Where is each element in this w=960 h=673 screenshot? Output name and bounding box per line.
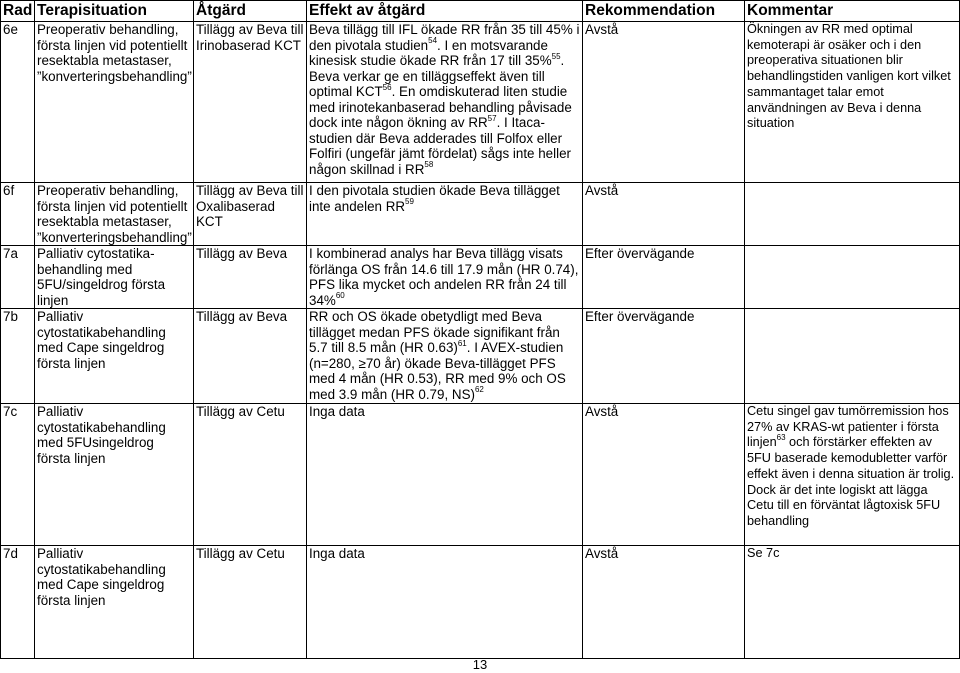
reference-superscript: 58 xyxy=(424,160,434,170)
kommentar-cell xyxy=(745,183,960,246)
page-number: 13 xyxy=(472,657,488,672)
effekt-text: I kombinerad analys har Beva tillägg visats förlänga OS från 14.6 till 17.9 mån (HR 0.74), PFS lika mycket och andelen RR från 24 till 34% xyxy=(309,246,579,308)
kommentar-text: Cetu singel gav tumörremission hos 27% av KRAS-wt patienter i första linjen xyxy=(747,404,949,450)
rekommendation-cell: Avstå xyxy=(583,183,745,246)
terapisituation-cell: Preoperativ behandling, första linjen vid potentiellt resektabla metastaser, ”konverteringsbehandling” xyxy=(35,183,194,246)
table-row xyxy=(1,183,960,246)
table-row xyxy=(1,404,960,546)
header-row xyxy=(1,1,960,22)
atgard-cell: Tillägg av Beva xyxy=(194,246,307,309)
effekt-text: . I en motsvarande kinesisk studie ökade RR från 17 till 35% xyxy=(309,37,552,68)
header-terapisituation: Terapisituation xyxy=(35,1,194,22)
header-rekommendation: Rekommendation xyxy=(583,1,745,22)
terapisituation-cell: Palliativ cytostatikabehandling med 5FUsingeldrog första linjen xyxy=(35,404,194,546)
kommentar-text: Se 7c xyxy=(747,546,780,560)
header-effekt: Effekt av åtgärd xyxy=(307,1,583,22)
reference-superscript: 61 xyxy=(457,338,467,348)
effekt-text: Inga data xyxy=(309,546,365,561)
kommentar-text: och förstärker effekten av 5FU baserade kemodubletter varför effekt även i denna situation är trolig. Dock är det inte logiskt att lägga Cetu till en förväntat lågtoxisk 5FU behandling xyxy=(747,435,955,528)
reference-superscript: 63 xyxy=(776,433,786,443)
header-rad: Rad xyxy=(1,1,35,22)
atgard-cell: Tillägg av Beva till Oxalibaserad KCT xyxy=(194,183,307,246)
effekt-cell xyxy=(307,404,583,546)
reference-superscript: 62 xyxy=(474,385,484,395)
effekt-cell xyxy=(307,22,583,183)
table-row xyxy=(1,246,960,309)
row-id: 6f xyxy=(1,183,35,246)
terapisituation-cell: Palliativ cytostatikabehandling med Cape singeldrog första linjen xyxy=(35,546,194,659)
reference-superscript: 57 xyxy=(487,113,497,123)
reference-superscript: 60 xyxy=(335,291,345,301)
kommentar-cell xyxy=(745,404,960,546)
effekt-cell xyxy=(307,546,583,659)
kommentar-text: Ökningen av RR med optimal kemoterapi är osäker och i den preoperativa situationen blir behandlingstiden vanligen kort vilket sammantaget talar emot användningen av Beva i denna situation xyxy=(747,22,951,131)
atgard-cell: Tillägg av Beva till Irinobaserad KCT xyxy=(194,22,307,183)
effekt-cell xyxy=(307,183,583,246)
row-id: 7c xyxy=(1,404,35,546)
header-kommentar: Kommentar xyxy=(745,1,960,22)
header-atgard: Åtgärd xyxy=(194,1,307,22)
effekt-text: RR och OS ökade obetydligt med Beva tillägget medan PFS ökade signifikant från 5.7 till 8.5 mån (HR 0.63) xyxy=(309,309,560,355)
kommentar-cell xyxy=(745,309,960,404)
rekommendation-cell: Avstå xyxy=(583,546,745,659)
table-row xyxy=(1,309,960,404)
table-row xyxy=(1,22,960,183)
reference-superscript: 56 xyxy=(382,82,392,92)
effekt-text: Inga data xyxy=(309,404,365,419)
terapisituation-cell: Preoperativ behandling, första linjen vid potentiellt resektabla metastaser, ”konverteringsbehandling” xyxy=(35,22,194,183)
atgard-cell: Tillägg av Cetu xyxy=(194,404,307,546)
rekommendation-cell: Efter övervägande xyxy=(583,309,745,404)
effekt-text: . Beva verkar ge en tilläggseffekt även till optimal KCT xyxy=(309,53,565,99)
kommentar-cell xyxy=(745,546,960,659)
effekt-cell xyxy=(307,309,583,404)
reference-superscript: 55 xyxy=(551,51,561,61)
effekt-text: I den pivotala studien ökade Beva tillägget inte andelen RR xyxy=(309,183,560,214)
row-id: 7a xyxy=(1,246,35,309)
reference-superscript: 54 xyxy=(428,36,438,46)
effekt-text: . En omdiskuterad liten studie med irinotekanbaserad behandling påvisade dock inte någon ökning av RR xyxy=(309,84,572,130)
rekommendation-cell: Avstå xyxy=(583,22,745,183)
kommentar-cell xyxy=(745,246,960,309)
rekommendation-cell: Efter övervägande xyxy=(583,246,745,309)
effekt-text: . I AVEX-studien (n=280, ≥70 år) ökade Beva-tillägget PFS med 4 mån (HR 0.53), RR med 9% och OS med 3.9 mån (HR 0.79, NS) xyxy=(309,340,566,402)
atgard-cell: Tillägg av Beva xyxy=(194,309,307,404)
terapisituation-cell: Palliativ cytostatikabehandling med Cape singeldrog första linjen xyxy=(35,309,194,404)
rekommendation-cell: Avstå xyxy=(583,404,745,546)
row-id: 6e xyxy=(1,22,35,183)
atgard-cell: Tillägg av Cetu xyxy=(194,546,307,659)
terapisituation-cell: Palliativ cytostatika-behandling med 5FU/singeldrog första linjen xyxy=(35,246,194,309)
effekt-text: . I Itaca-studien där Beva adderades till Folfox eller Folfiri (ungefär jämt fördelat) sågs inte heller någon skillnad i RR xyxy=(309,115,571,177)
row-id: 7d xyxy=(1,546,35,659)
row-id: 7b xyxy=(1,309,35,404)
kommentar-cell xyxy=(745,22,960,183)
table-row xyxy=(1,546,960,659)
effekt-cell xyxy=(307,246,583,309)
effekt-text: Beva tillägg till IFL ökade RR från 35 till 45% i den pivotala studien xyxy=(309,22,580,53)
reference-superscript: 59 xyxy=(405,197,414,207)
